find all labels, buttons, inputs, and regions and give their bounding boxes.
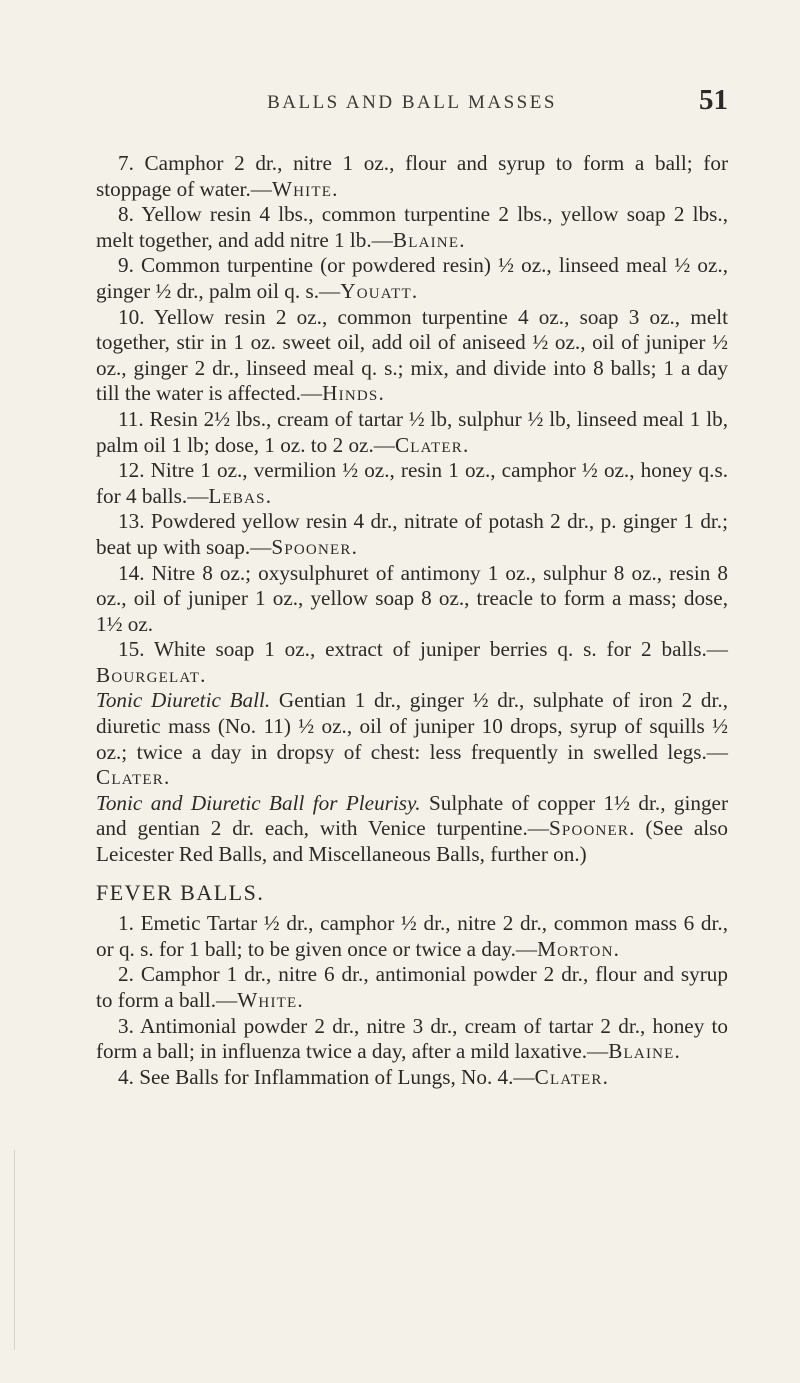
- recipe-entry: 3. Antimonial powder 2 dr., nitre 3 dr., cream of tartar 2 dr., honey to form a ball; in influenza twice a day, after a mild laxative.—Blaine.: [96, 1013, 728, 1064]
- running-head: [96, 84, 728, 124]
- recipe-entry: 12. Nitre 1 oz., vermilion ½ oz., resin 1 oz., camphor ½ oz., honey q.s. for 4 balls.—Lebas.: [96, 458, 728, 508]
- author-name: Spooner: [271, 534, 352, 559]
- running-title: BALLS AND BALL MASSES: [267, 92, 557, 113]
- recipe-entry: 2. Camphor 1 dr., nitre 6 dr., antimonial powder 2 dr., flour and syrup to form a ball.—White.: [96, 962, 728, 1012]
- recipe-entry: 14. Nitre 8 oz.; oxysulphuret of antimony 1 oz., sulphur 8 oz., resin 8 oz., oil of juniper 1 oz., yellow soap 8 oz., treacle to form a mass; dose, 1½ oz.: [96, 560, 728, 636]
- author-name: White: [237, 988, 298, 1012]
- author-name: Clater: [394, 432, 463, 457]
- author-name: Spooner: [548, 816, 630, 841]
- recipe-entry: 9. Common turpentine (or powdered resin) ½ oz., linseed meal ½ oz., ginger ½ dr., palm oil q. s.—Youatt.: [96, 253, 728, 303]
- section-heading: FEVER BALLS.: [96, 879, 265, 905]
- tonic-diuretic-ball: Tonic Diuretic Ball. Gentian 1 dr., ginger ½ dr., sulphate of iron 2 dr., diuretic mass (No. 11) ½ oz., oil of juniper 10 drops, syrup of squills ½ oz.; twice a day in dropsy of chest: less frequently in swelled legs.—Clater.: [96, 688, 728, 790]
- page-number: 51: [699, 84, 728, 116]
- recipe-entry: 15. White soap 1 oz., extract of juniper berries q. s. for 2 balls.—Bourgelat.: [96, 637, 728, 687]
- author-name: Blaine: [392, 227, 460, 252]
- recipe-entry: 11. Resin 2½ lbs., cream of tartar ½ lb, sulphur ½ lb, linseed meal 1 lb, palm oil 1 lb; dose, 1 oz. to 2 oz.—Clater.: [96, 406, 728, 457]
- recipe-entry: 13. Powdered yellow resin 4 dr., nitrate of potash 2 dr., p. ginger 1 dr.; beat up with soap.—Spooner.: [96, 509, 728, 559]
- page-edge-shadow: [14, 1150, 15, 1350]
- recipe-title: Tonic and Diuretic Ball for Pleurisy.: [96, 790, 421, 815]
- recipe-entry: 7. Camphor 2 dr., nitre 1 oz., flour and syrup to form a ball; for stoppage of water.—White.: [96, 151, 728, 201]
- author-name: Blaine: [608, 1039, 675, 1064]
- author-name: Lebas: [208, 483, 266, 508]
- author-name: White: [271, 176, 333, 201]
- recipe-entry: 10. Yellow resin 2 oz., common turpentine 4 oz., soap 3 oz., melt together, stir in 1 oz. sweet oil, add oil of aniseed ½ oz., oil of juniper ½ oz., ginger 2 dr., linseed meal q. s.; mix, and divide into 8 balls; 1 a day till the water is affected.—Hinds.: [96, 304, 728, 406]
- author-name: Bourgelat: [96, 662, 201, 687]
- recipe-entry: 1. Emetic Tartar ½ dr., camphor ½ dr., nitre 2 dr., common mass 6 dr., or q. s. for 1 ball; to be given once or twice a day.—Morton.: [96, 911, 728, 961]
- tonic-pleurisy-ball: Tonic and Diuretic Ball for Pleurisy. Sulphate of copper 1½ dr., ginger and gentian 2 dr. each, with Venice turpentine.—Spooner. (See also Leicester Red Balls, and Miscellaneous Balls, further on.): [96, 790, 728, 867]
- author-name: Clater: [534, 1064, 603, 1089]
- author-name: Hinds: [322, 381, 379, 406]
- body-text: [96, 151, 728, 1090]
- author-name: Youatt: [340, 278, 412, 303]
- recipe-title: Tonic Diuretic Ball.: [96, 688, 271, 713]
- recipe-entry: 4. See Balls for Inflammation of Lungs, No. 4.—Clater.: [118, 1064, 608, 1089]
- author-name: Morton: [537, 936, 614, 961]
- author-name: Clater: [96, 765, 164, 790]
- recipe-entry: 8. Yellow resin 4 lbs., common turpentine 2 lbs., yellow soap 2 lbs., melt together, and add nitre 1 lb.—Blaine.: [96, 202, 728, 252]
